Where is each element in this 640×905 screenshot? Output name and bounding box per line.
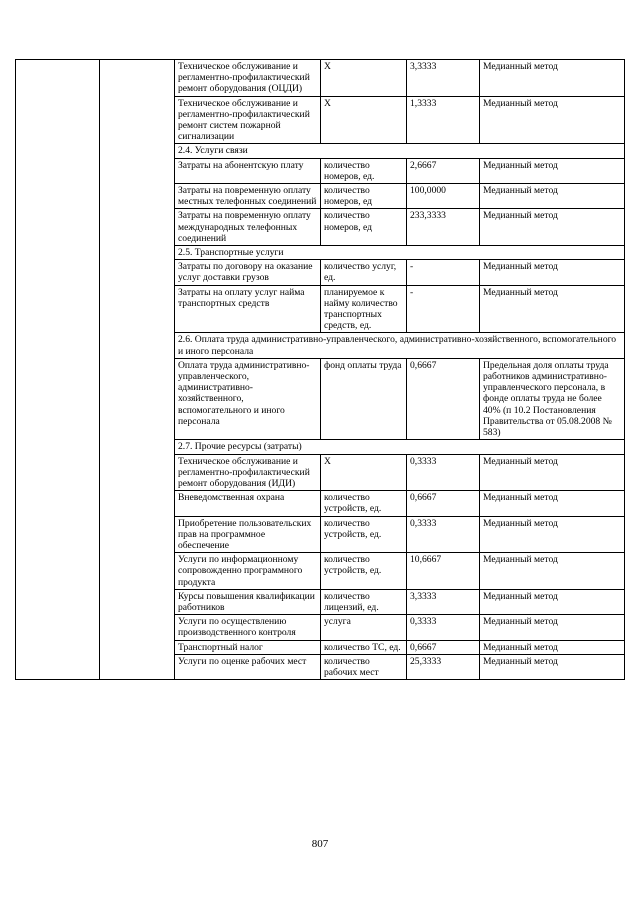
method-cell: Медианный метод — [480, 491, 625, 516]
method-cell: Медианный метод — [480, 553, 625, 590]
value-cell: 0,6667 — [407, 640, 480, 654]
unit-cell: количество устройств, ед. — [321, 553, 407, 590]
method-cell: Медианный метод — [480, 285, 625, 333]
value-cell: 233,3333 — [407, 209, 480, 246]
cost-name-cell: Затраты на повременную оплату местных телефонных соединений — [175, 184, 321, 209]
unit-cell: планируемое к найму количество транспортных средств, ед. — [321, 285, 407, 333]
section-title: 2.5. Транспортные услуги — [175, 246, 625, 260]
blank-column-2 — [100, 60, 175, 680]
unit-cell: количество ТС, ед. — [321, 640, 407, 654]
value-cell: 0,6667 — [407, 491, 480, 516]
method-cell: Медианный метод — [480, 589, 625, 614]
cost-name-cell: Затраты на повременную оплату международных телефонных соединений — [175, 209, 321, 246]
unit-cell: X — [321, 60, 407, 97]
cost-name-cell: Транспортный налог — [175, 640, 321, 654]
cost-name-cell: Затраты на оплату услуг найма транспортных средств — [175, 285, 321, 333]
value-cell: 0,6667 — [407, 358, 480, 439]
value-cell: - — [407, 260, 480, 285]
method-cell: Предельная доля оплаты труда работников административно-управленческого персонала, в фонде оплаты труда не более 40% (п 10.2 Постановления Правительства от 05.08.2008 № 583) — [480, 358, 625, 439]
cost-name-cell: Услуги по осуществлению производственного контроля — [175, 615, 321, 640]
cost-name-cell: Затраты по договору на оказание услуг доставки грузов — [175, 260, 321, 285]
method-cell: Медианный метод — [480, 640, 625, 654]
section-title: 2.6. Оплата труда административно-управленческого, административно-хозяйственного, вспомогательного и иного персонала — [175, 333, 625, 358]
method-cell: Медианный метод — [480, 96, 625, 144]
section-title: 2.7. Прочие ресурсы (затраты) — [175, 440, 625, 454]
unit-cell: X — [321, 454, 407, 491]
value-cell: 100,0000 — [407, 184, 480, 209]
table-row — [16, 60, 625, 97]
unit-cell: X — [321, 96, 407, 144]
cost-name-cell: Вневедомственная охрана — [175, 491, 321, 516]
value-cell: 2,6667 — [407, 158, 480, 183]
method-cell: Медианный метод — [480, 615, 625, 640]
value-cell: 0,3333 — [407, 516, 480, 553]
cost-norms-table — [15, 59, 625, 680]
method-cell: Медианный метод — [480, 260, 625, 285]
unit-cell: фонд оплаты труда — [321, 358, 407, 439]
value-cell: 0,3333 — [407, 615, 480, 640]
method-cell: Медианный метод — [480, 654, 625, 679]
cost-name-cell: Услуги по информационному сопровожденно программного продукта — [175, 553, 321, 590]
unit-cell: услуга — [321, 615, 407, 640]
unit-cell: количество номеров, ед — [321, 184, 407, 209]
value-cell: 10,6667 — [407, 553, 480, 590]
value-cell: 3,3333 — [407, 589, 480, 614]
method-cell: Медианный метод — [480, 184, 625, 209]
unit-cell: количество рабочих мест — [321, 654, 407, 679]
unit-cell: количество номеров, ед. — [321, 158, 407, 183]
cost-name-cell: Услуги по оценке рабочих мест — [175, 654, 321, 679]
cost-name-cell: Курсы повышения квалификации работников — [175, 589, 321, 614]
page-number: 807 — [311, 838, 329, 850]
cost-name-cell: Техническое обслуживание и регламентно-профилактический ремонт оборудования (ОЦДИ) — [175, 60, 321, 97]
table-body — [16, 60, 625, 680]
section-title: 2.4. Услуги связи — [175, 144, 625, 158]
unit-cell: количество лицензий, ед. — [321, 589, 407, 614]
value-cell: 1,3333 — [407, 96, 480, 144]
method-cell: Медианный метод — [480, 60, 625, 97]
value-cell: 25,3333 — [407, 654, 480, 679]
unit-cell: количество устройств, ед. — [321, 491, 407, 516]
cost-name-cell: Затраты на абонентскую плату — [175, 158, 321, 183]
unit-cell: количество устройств, ед. — [321, 516, 407, 553]
value-cell: - — [407, 285, 480, 333]
value-cell: 3,3333 — [407, 60, 480, 97]
unit-cell: количество услуг, ед. — [321, 260, 407, 285]
method-cell: Медианный метод — [480, 209, 625, 246]
cost-name-cell: Техническое обслуживание и регламентно-профилактический ремонт систем пожарной сигнализации — [175, 96, 321, 144]
unit-cell: количество номеров, ед — [321, 209, 407, 246]
cost-name-cell: Оплата труда административно-управленческого, административно-хозяйственного, вспомогательного и иного персонала — [175, 358, 321, 439]
value-cell: 0,3333 — [407, 454, 480, 491]
method-cell: Медианный метод — [480, 516, 625, 553]
method-cell: Медианный метод — [480, 454, 625, 491]
blank-column-1 — [16, 60, 100, 680]
cost-name-cell: Приобретение пользовательских прав на программное обеспечение — [175, 516, 321, 553]
method-cell: Медианный метод — [480, 158, 625, 183]
cost-name-cell: Техническое обслуживание и регламентно-профилактический ремонт оборудования (ИДИ) — [175, 454, 321, 491]
